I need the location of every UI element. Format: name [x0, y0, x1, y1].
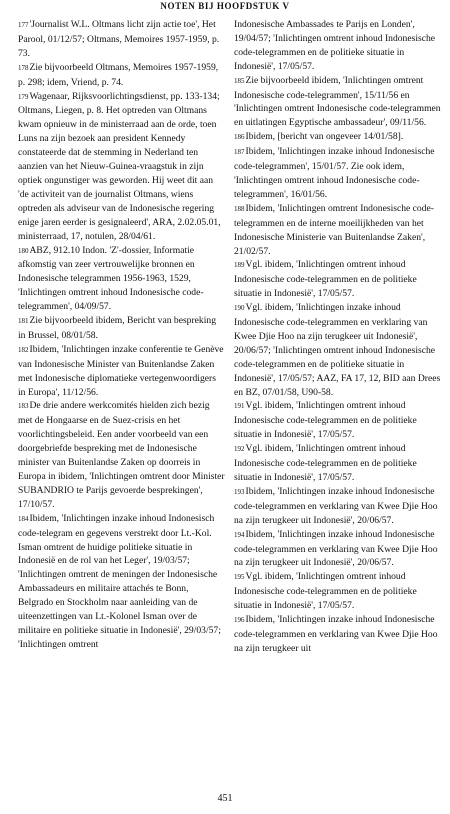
footnote-number: 181 [18, 317, 29, 326]
footnote [234, 18, 441, 74]
footnote-text: Zie bijvoorbeeld ibidem, 'Inlichtingen omtrent Indonesische code-telegrammen', 15/11/56 en 'Inlichtingen omtrent Indonesische code-telegrammen en uitlatingen Egyptische ambassadeur', 09/11/56. [234, 74, 441, 129]
notes-column-right [234, 18, 441, 788]
footnote-text: Ibidem, [bericht van ongeveer 14/01/58]. [245, 131, 404, 143]
footnote-number: 194 [234, 530, 245, 539]
footnote [234, 74, 441, 131]
footnote [234, 528, 441, 571]
footnote-text: Ibidem, 'Inlichtingen inzake inhoud Indonesische code-telegrammen en verklaring van Kwee Djie Hoo na zijn terugkeer uit [234, 614, 438, 654]
footnote-text: Ibidem, 'Inlichtingen inzake inhoud Indonesische code-telegrammen', 15/01/57. Zie ook idem, 'Inlichtingen omtrent inhoud Indonesische code-telegrammen', 16/01/56. [234, 146, 435, 200]
footnote [234, 485, 441, 528]
footnote-text: De drie andere werkcomités hielden zich bezig met de Hongaarse en de Suez-crisis en het voorlichtingsbeleid. Een ander voorbeeld van een doorgebriefde bespreking met de Indonesische minister van Buitenlandse Zaken op doorreis in Europa in ibidem, 'Inlichtingen omtrent door Minister SUBANDRIO te Parijs gevoerde besprekingen', 17/10/57. [18, 400, 225, 510]
notes-column-left [18, 18, 225, 788]
footnote-text: ABZ, 912.10 Indon. 'Z'-dossier, Informatie afkomstig van zeer vertrouwelijke bronnen en Indonesische telegrammen 1956-1963, 1529, 'Inlichtingen omtrent inhoud Indonesische code-telegrammen', 04/09/57. [18, 244, 204, 313]
footnote-number: 185 [234, 76, 245, 85]
footnote-number: 189 [234, 261, 245, 270]
footnote-number: 177 [18, 21, 29, 29]
footnote-text: Zie bijvoorbeeld ibidem, Bericht van bespreking in Brussel, 08/01/58. [18, 315, 216, 341]
footnote-text: Zie bijvoorbeeld Oltmans, Memoires 1957-1959, p. 298; idem, Vriend, p. 74. [18, 61, 219, 88]
footnote-number: 195 [234, 573, 245, 582]
footnote-text: Vgl. ibidem, 'Inlichtingen omtrent inhoud Indonesische code-telegrammen en de politieke situatie in Indonesië', 17/05/57. [234, 259, 417, 300]
footnote [234, 258, 441, 301]
footnote-number: 192 [234, 445, 245, 454]
footnote-number: 196 [234, 616, 245, 625]
footnote [234, 130, 441, 145]
footnote-number: 178 [18, 63, 29, 72]
footnote-text: Ibidem, 'Inlichtingen inzake inhoud Indonesische code-telegrammen en verklaring van Kwee Djie Hoo na zijn terugkeer uit Indonesië', 20/06/57. [234, 528, 438, 569]
running-head: NOTEN BIJ HOOFDSTUK V [160, 1, 290, 11]
footnote [234, 399, 441, 442]
footnote [234, 613, 441, 656]
footnote-text: Vgl. ibidem, 'Inlichtingen omtrent inhoud Indonesische code-telegrammen en de politieke situatie in Indonesië', 17/05/57. [234, 400, 417, 441]
footnote [18, 512, 225, 652]
footnote [234, 570, 441, 613]
footnote-number: 190 [234, 304, 245, 313]
footnote-text: Indonesische Ambassades te Parijs en Londen', 19/04/57; 'Inlichtingen omtrent inhoud Indonesische code-telegrammen en de politieke situatie in Indonesië', 17/05/57. [234, 19, 436, 72]
footnote-number: 191 [234, 402, 245, 411]
footnote-text: Ibidem, 'Inlichtingen omtrent Indonesische code-telegrammen en de interne moeilijkheden van het Indonesische Ministerie van Buitenlandse Zaken', 21/02/57. [234, 202, 434, 257]
page-number: 451 [217, 793, 233, 804]
footnote [234, 442, 441, 485]
footnote-text: Vgl. ibidem, 'Inlichtingen inzake inhoud Indonesische code-telegrammen en verklaring van Kwee Djie Hoo na zijn terugkeer uit Indonesië', 20/06/57; 'Inlichtingen omtrent inhoud Indonesische code-telegrammen en de politieke situatie in Indonesië', 17/05/57; AAZ, FA 17, 12, BID aan Drees en BZ, 07/01/58, U90-58. [234, 302, 441, 398]
footnote-number: 180 [18, 246, 29, 255]
footnote [18, 18, 225, 61]
footnote [234, 202, 441, 259]
footnote-text: Vgl. ibidem, 'Inlichtingen omtrent inhoud Indonesische code-telegrammen en de politieke situatie in Indonesië', 17/05/57. [234, 571, 417, 612]
footnote-number: 184 [18, 514, 29, 523]
footnote-text: Wagenaar, Rijksvoorlichtingsdienst, pp. 133-134; Oltmans, Liegen, p. 8. Het optreden van Oltmans kwam opnieuw in de ministerraad aan de orde, toen Luns na zijn bezoek aan president Kennedy constateerde dat de stemming in Nederland ten aanzien van het Nieuw-Guinea-vraagstuk in zijn optiek ongunstiger was geworden. Hij weet dit aan 'de activiteit van de journalist Oltmans, wiens optreden als adviseur van de Indonesische regering enige jaren eerder is gesignaleerd', ARA, 2.02.05.01, ministerraad, 17, notulen, 28/04/61. [18, 90, 221, 242]
footnote-number: 182 [18, 345, 29, 354]
footnote-text: Ibidem, 'Inlichtingen inzake conferentie te Genève van Indonesische Minister van Buitenlandse Zaken met Indonesische diplomatieke vertegenwoordigers in Europa', 11/12/56. [18, 343, 224, 398]
footnote-text: 'Journalist W.L. Oltmans licht zijn actie toe', Het Parool, 01/12/57; Oltmans, Memoires 1957-1959, p. 73. [18, 19, 220, 59]
footnote-number: 179 [18, 92, 29, 101]
footnote-text: Vgl. ibidem, 'Inlichtingen omtrent inhoud Indonesische code-telegrammen en de politieke situatie in Indonesië', 17/05/57. [234, 443, 417, 483]
footnote-number: 183 [18, 402, 29, 411]
footnote [18, 314, 225, 343]
footnote [18, 343, 225, 400]
footnote [18, 244, 225, 315]
footnote-text: Ibidem, 'Inlichtingen inzake inhoud Indonesische code-telegrammen en verklaring van Kwee Djie Hoo na zijn terugkeer uit Indonesië', 20/06/57. [234, 485, 438, 526]
footnote [18, 61, 225, 90]
footnote [18, 399, 225, 511]
footnote-number: 187 [234, 148, 245, 157]
footnote-number: 193 [234, 487, 245, 496]
footnote [234, 301, 441, 399]
footnote [234, 145, 441, 202]
footnote [18, 90, 225, 244]
footnote-number: 188 [234, 204, 245, 213]
footnote-number: 186 [234, 133, 245, 142]
footnote-text: Ibidem, 'Inlichtingen inzake inhoud Indonesisch code-telegram en gegevens verstrekt door Lt.-Kol. Isman omtrent de huidige politieke situatie in Indonesië en de rol van het Leger', 19/03/57; 'Inlichtingen omtrent de meningen der Indonesische Ambassadeurs en militaire attachés te Bonn, Belgrado en Stockholm naar aanleiding van de uiteenzettingen van Lt.-Kolonel Isman over de militaire en politieke situatie in Indonesië', 29/03/57; 'Inlichtingen omtrent [18, 512, 221, 650]
